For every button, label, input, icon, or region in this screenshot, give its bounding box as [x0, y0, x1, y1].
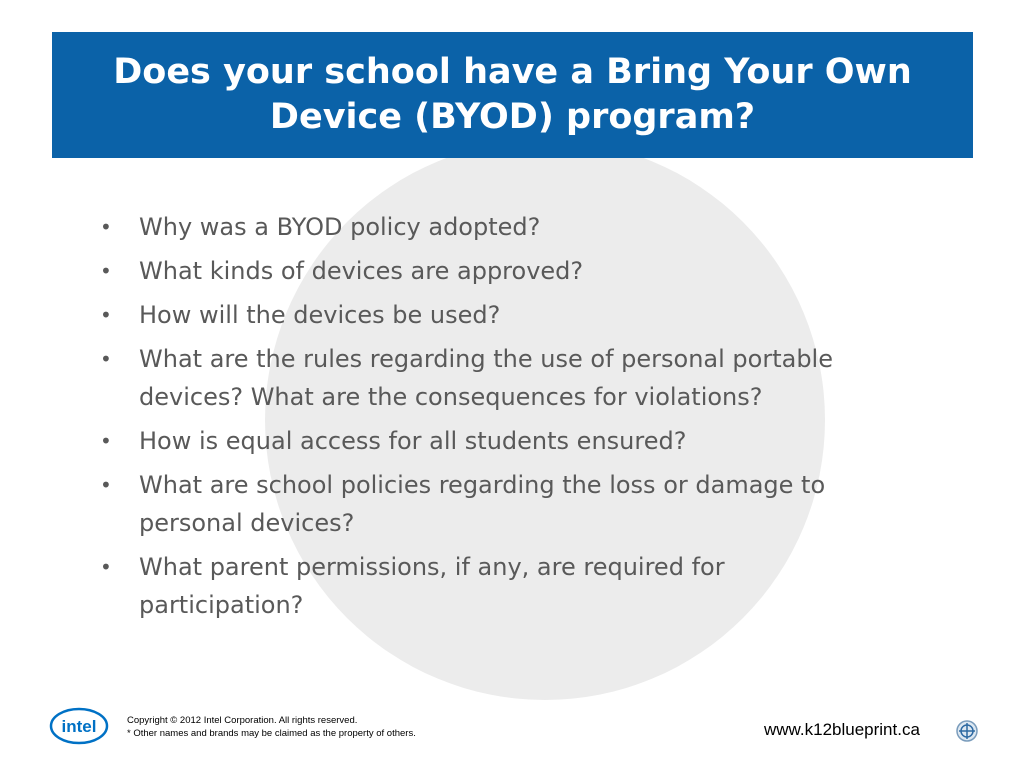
title-bar	[52, 32, 973, 158]
intel-logo	[48, 704, 110, 748]
bullet-text: What are school policies regarding the loss or damage to personal devices?	[139, 471, 826, 537]
bullet-text: What parent permissions, if any, are required for participation?	[139, 553, 725, 619]
website-link[interactable]: www.k12blueprint.ca	[764, 720, 920, 739]
bullet-item	[100, 208, 880, 246]
bullet-list	[100, 208, 880, 630]
bullet-marker: •	[100, 555, 112, 579]
bullet-marker: •	[100, 473, 112, 497]
bullet-text: What are the rules regarding the use of personal portable devices? What are the consequences for violations?	[139, 345, 833, 411]
bullet-text: What kinds of devices are approved?	[139, 257, 584, 285]
trademark-line: * Other names and brands may be claimed as the property of others.	[127, 728, 416, 739]
copyright-line: Copyright © 2012 Intel Corporation. All rights reserved.	[127, 715, 358, 726]
bullet-item	[100, 548, 880, 624]
globe-icon	[955, 719, 979, 743]
bullet-marker: •	[100, 303, 112, 327]
bullet-text: How will the devices be used?	[139, 301, 501, 329]
bullet-marker: •	[100, 259, 112, 283]
copyright-notice	[127, 714, 416, 740]
bullet-item	[100, 340, 880, 416]
bullet-item	[100, 466, 880, 542]
footer	[0, 700, 1024, 768]
bullet-item	[100, 296, 880, 334]
intel-logo-text: intel	[61, 717, 97, 736]
bullet-text: Why was a BYOD policy adopted?	[139, 213, 541, 241]
bullet-item	[100, 252, 880, 290]
bullet-marker: •	[100, 215, 112, 239]
bullet-text: How is equal access for all students ensured?	[139, 427, 687, 455]
slide-title: Does your school have a Bring Your Own Device (BYOD) program?	[113, 52, 912, 137]
bullet-item	[100, 422, 880, 460]
bullet-marker: •	[100, 429, 112, 453]
bullet-marker: •	[100, 347, 112, 371]
